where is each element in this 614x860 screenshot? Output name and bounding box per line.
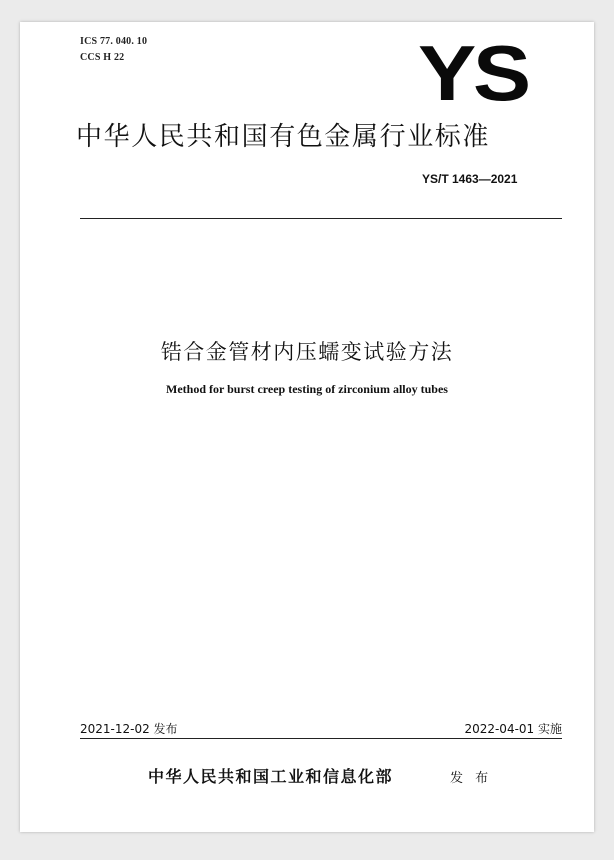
ccs-code: CCS H 22 [80, 52, 125, 63]
document-page [20, 22, 594, 832]
issued-label: 发 布 [450, 771, 493, 786]
ys-logo: YS [418, 29, 528, 117]
implement-date: 2022-04-01 实施 [464, 722, 562, 736]
publish-date: 2021-12-02 发布 [80, 722, 178, 736]
footer-divider [80, 738, 562, 739]
header-divider [80, 218, 562, 219]
document-title-cn: 锆合金管材内压蠕变试验方法 [160, 340, 454, 364]
issuing-authority: 中华人民共和国工业和信息化部 [148, 767, 394, 786]
document-title-en: Method for burst creep testing of zirconium alloy tubes [166, 382, 448, 396]
standard-title: 中华人民共和国有色金属行业标准 [76, 122, 491, 152]
standard-code: YS/T 1463—2021 [422, 172, 518, 186]
ics-code: ICS 77. 040. 10 [80, 36, 148, 47]
